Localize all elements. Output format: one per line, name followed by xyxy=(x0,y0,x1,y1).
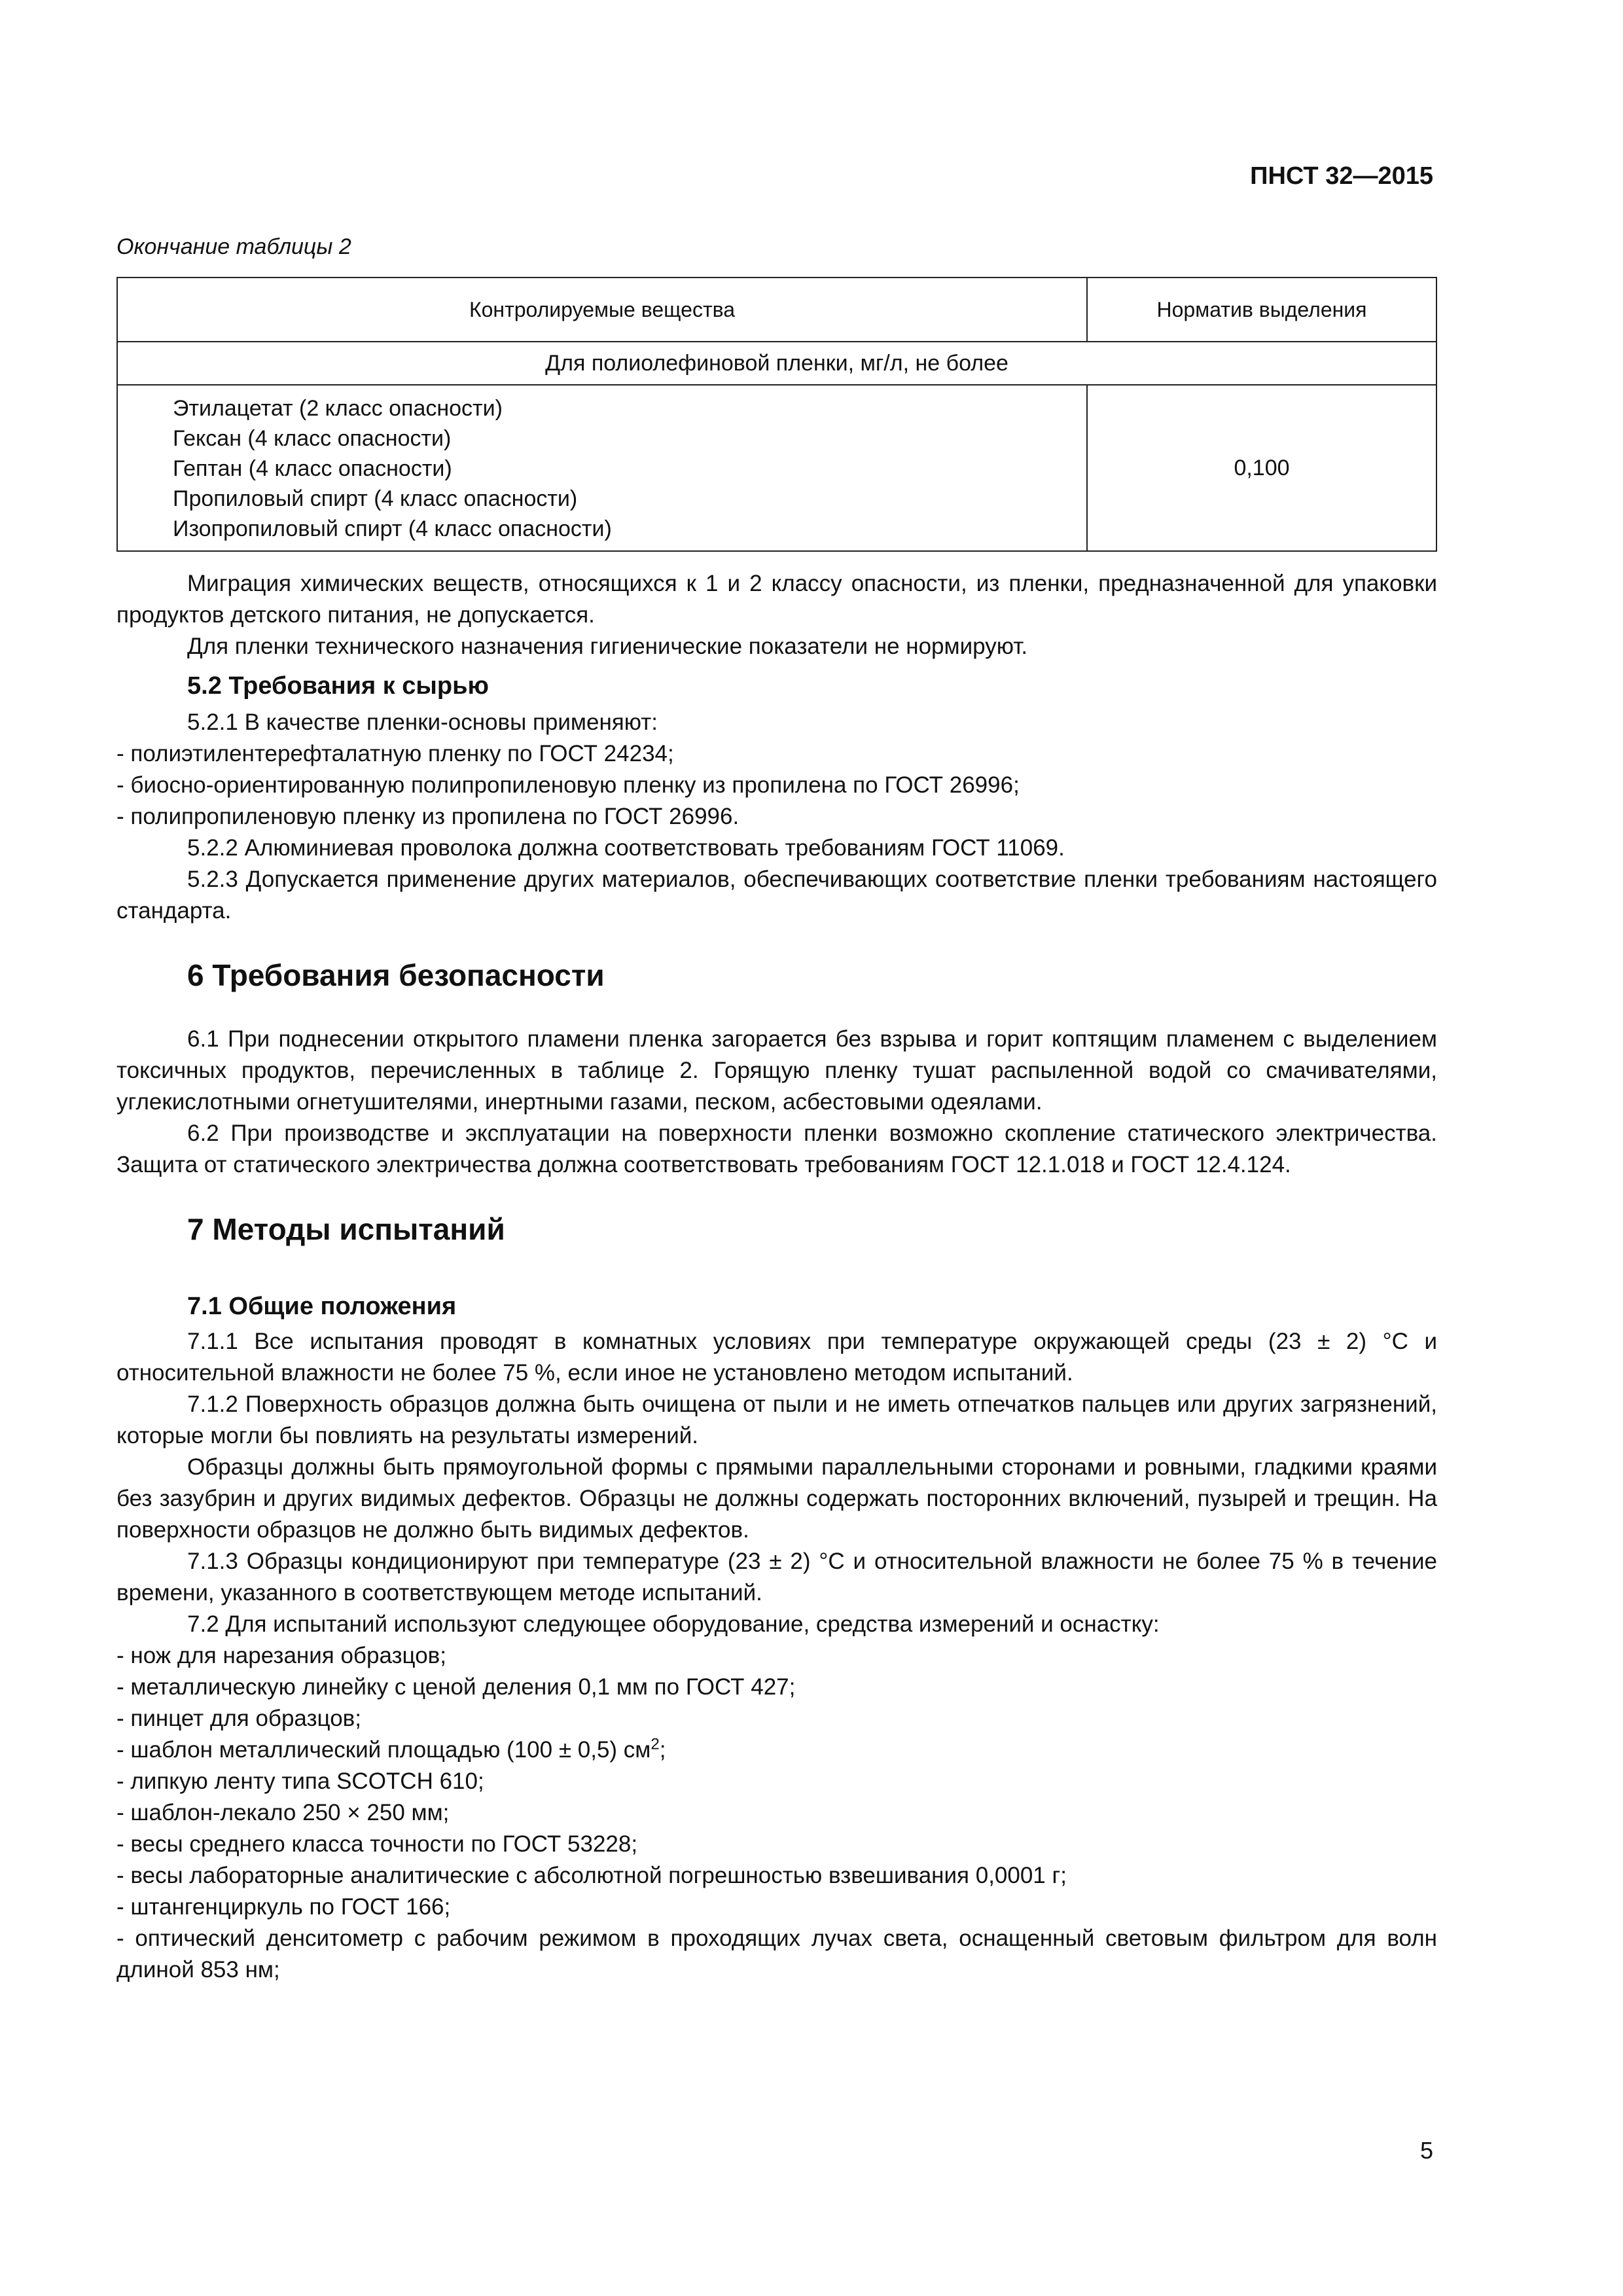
list-item: - биосно-ориентированную полипропиленовую пленку из пропилена по ГОСТ 26996; xyxy=(116,772,1020,798)
paragraph-migration: Миграция химических веществ, относящихся к 1 и 2 классу опасности, из пленки, предназначенной для упаковки продуктов детского питания, не допускается. xyxy=(116,571,1437,628)
table-item: Пропиловый спирт (4 класс опасности) xyxy=(173,486,578,511)
list-item: - весы лабораторные аналитические с абсолютной погрешностью взвешивания 0,0001 г; xyxy=(116,1863,1067,1888)
list-item: - пинцет для образцов; xyxy=(116,1706,361,1731)
column-header-substances: Контролируемые вещества xyxy=(117,278,1087,342)
list-item: - полипропиленовую пленку из пропилена по ГОСТ 26996. xyxy=(116,804,740,829)
table-item: Гептан (4 класс опасности) xyxy=(173,456,452,481)
superscript: 2 xyxy=(651,1735,660,1753)
paragraph-5-2-2: 5.2.2 Алюминиевая проволока должна соответствовать требованиям ГОСТ 11069. xyxy=(187,835,1065,861)
paragraph-7-1-2: 7.1.2 Поверхность образцов должна быть очищена от пыли и не иметь отпечатков пальцев или других загрязнений, которые могли бы повлиять на результаты измерений. xyxy=(116,1391,1437,1448)
table-item: Этилацетат (2 класс опасности) xyxy=(173,396,503,421)
table-item: Изопропиловый спирт (4 класс опасности) xyxy=(173,516,612,541)
list-item: - шаблон-лекало 250 × 250 мм; xyxy=(116,1800,450,1825)
paragraph-technical: Для пленки технического назначения гигиенические показатели не нормируют. xyxy=(187,634,1028,659)
list-item-text: - шаблон металлический площадью (100 ± 0,5) см xyxy=(116,1737,651,1763)
group-header: Для полиолефиновой пленки, мг/л, не более xyxy=(117,342,1436,385)
column-header-norm: Норматив выделения xyxy=(1087,278,1436,342)
section-heading-7: 7 Методы испытаний xyxy=(187,1212,505,1246)
list-item-template xyxy=(116,1734,1437,1766)
paragraph-7-2: 7.2 Для испытаний используют следующее оборудование, средства измерений и оснастку: xyxy=(187,1611,1160,1637)
section-heading-5-2: 5.2 Требования к сырью xyxy=(187,672,489,700)
section-heading-7-1: 7.1 Общие положения xyxy=(187,1293,457,1320)
substances-table xyxy=(116,277,1437,552)
paragraph-samples: Образцы должны быть прямоугольной формы с прямыми параллельными сторонами и ровными, гладкими краями без зазубрин и других видимых дефектов. Образцы не должны содержать посторонних включений, пузырей и трещин. На поверхности образцов не должно быть видимых дефектов. xyxy=(116,1454,1437,1543)
list-item: - полиэтилентерефталатную пленку по ГОСТ 24234; xyxy=(116,741,674,766)
page-number: 5 xyxy=(1419,2137,1433,2164)
list-item: - нож для нарезания образцов; xyxy=(116,1643,446,1668)
table-caption: Окончание таблицы 2 xyxy=(116,234,351,259)
list-item-densitometer: - оптический денситометр с рабочим режимом в проходящих лучах света, оснащенный световым фильтром для волн длиной 853 нм; xyxy=(116,1926,1437,1982)
table-item: Гексан (4 класс опасности) xyxy=(173,426,452,451)
paragraph-7-1-1: 7.1.1 Все испытания проводят в комнатных условиях при температуре окружающей среды (23 ± 2) °С и относительной влажности не более 75 %, если иное не установлено методом испытаний. xyxy=(116,1329,1437,1386)
list-item-tail: ; xyxy=(659,1737,666,1763)
paragraph-6-2: 6.2 При производстве и эксплуатации на поверхности пленки возможно скопление статического электричества. Защита от статического электричества должна соответствовать требованиям ГОСТ 12.1.018 и ГОСТ 12.4.124. xyxy=(116,1121,1437,1177)
paragraph-5-2-3: 5.2.3 Допускается применение других материалов, обеспечивающих соответствие пленки требованиям настоящего стандарта. xyxy=(116,867,1437,924)
document-header: ПНСТ 32—2015 xyxy=(1250,162,1433,190)
document-body xyxy=(116,568,1437,1986)
list-item: - весы среднего класса точности по ГОСТ 53228; xyxy=(116,1831,638,1857)
substances-list xyxy=(117,385,1087,551)
paragraph-7-1-3: 7.1.3 Образцы кондиционируют при температуре (23 ± 2) °С и относительной влажности не более 75 % в течение времени, указанного в соответствующем методе испытаний. xyxy=(116,1549,1437,1605)
list-item: - липкую ленту типа SCOTCH 610; xyxy=(116,1768,484,1794)
norm-value: 0,100 xyxy=(1087,385,1436,551)
paragraph-6-1: 6.1 При поднесении открытого пламени пленка загорается без взрыва и горит коптящим пламенем с выделением токсичных продуктов, перечисленных в таблице 2. Горящую пленку тушат распыленной водой со смачивателями, углекислотными огнетушителями, инертными газами, песком, асбестовыми одеялами. xyxy=(116,1026,1437,1115)
list-item: - металлическую линейку с ценой деления 0,1 мм по ГОСТ 427; xyxy=(116,1674,796,1700)
paragraph-5-2-1: 5.2.1 В качестве пленки-основы применяют: xyxy=(187,709,658,735)
section-heading-6: 6 Требования безопасности xyxy=(187,958,605,992)
list-item: - штангенциркуль по ГОСТ 166; xyxy=(116,1894,451,1920)
